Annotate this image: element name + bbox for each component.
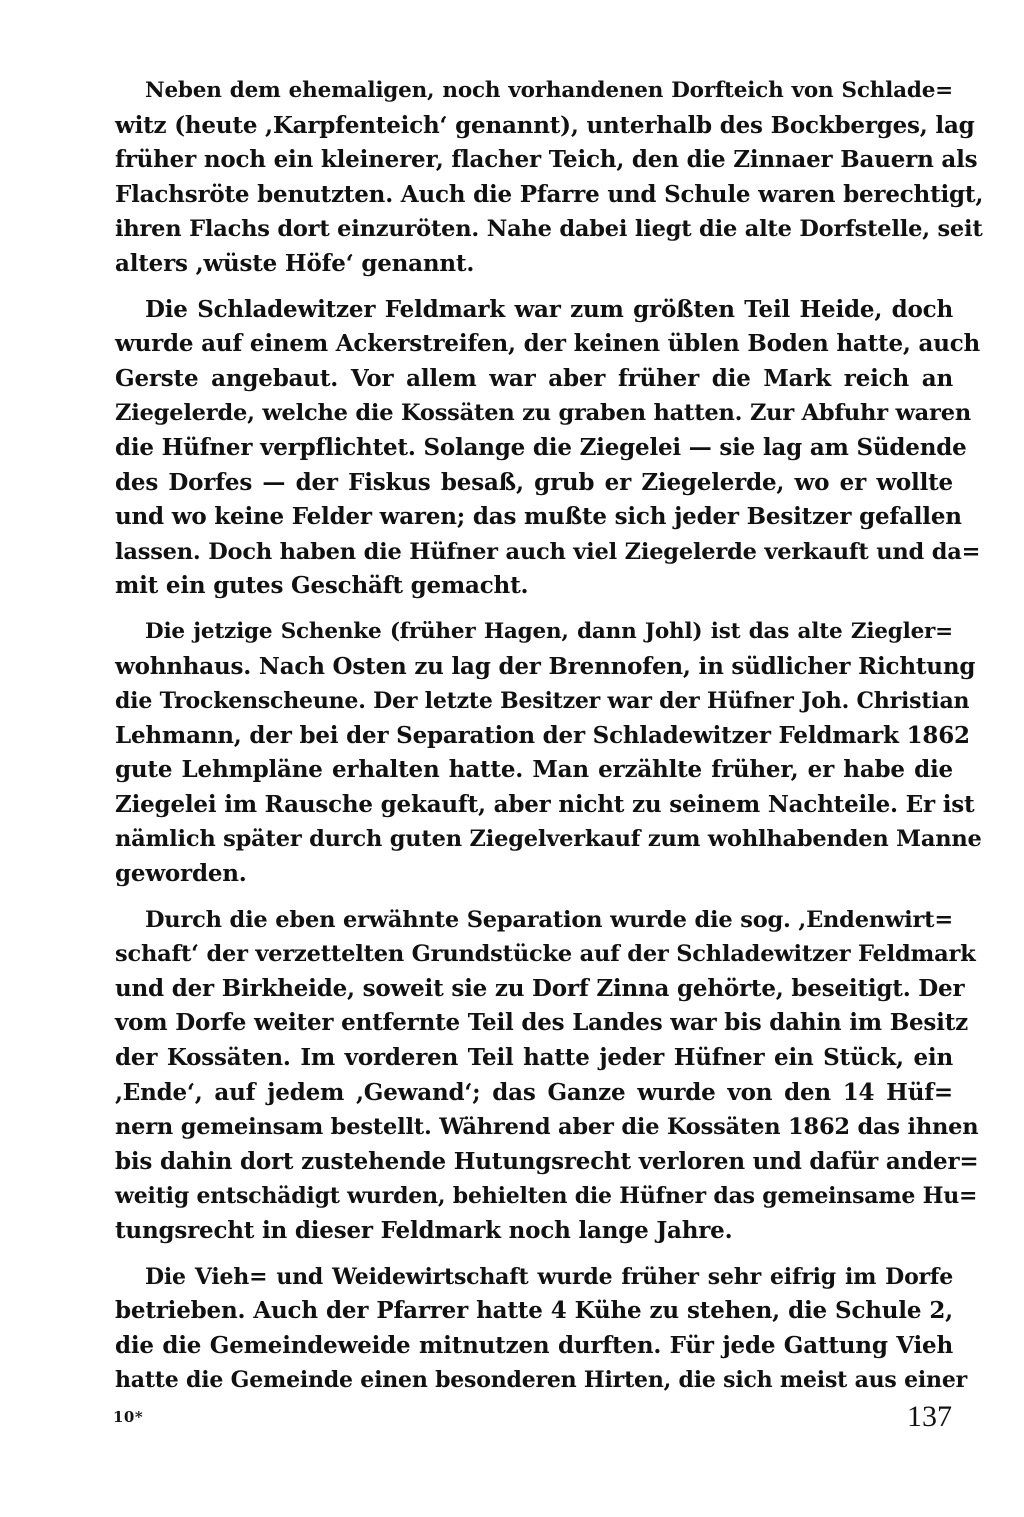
text-line: die Hüfner verpflichtet. Solange die Ziegelei — sie lag am Südende (115, 433, 967, 461)
text-line: die die Gemeindeweide mitnutzen durften. Für jede Gattung Vieh (115, 1331, 953, 1359)
paragraph (115, 615, 982, 892)
text-line: nern gemeinsam bestellt. Während aber die Kossäten 1862 das ihnen (115, 1114, 979, 1141)
text-line: betrieben. Auch der Pfarrer hatte 4 Kühe zu stehen, die Schule 2, (115, 1297, 953, 1325)
text-line: Lehmann, der bei der Separation der Schladewitzer Feldmark 1862 (115, 721, 970, 749)
text-line: Ziegelei im Rausche gekauft, aber nicht zu seinem Nachteile. Er ist (115, 790, 975, 818)
text-line: Die Schladewitzer Feldmark war zum größten Teil Heide, doch (145, 295, 953, 323)
text-line: hatte die Gemeinde einen besonderen Hirten, die sich meist aus einer (115, 1367, 968, 1394)
text-line: alters ,wüste Höfe‘ genannt. (115, 249, 475, 277)
text-line: bis dahin dort zustehende Hutungsrecht verloren und dafür ander= (115, 1147, 979, 1175)
text-line: ,Ende‘, auf jedem ,Gewand‘; das Ganze wurde von den 14 Hüf= (115, 1078, 953, 1106)
text-line: Durch die eben erwähnte Separation wurde die sog. ,Endenwirt= (145, 906, 953, 933)
text-line: witz (heute ,Karpfenteich‘ genannt), unterhalb des Bockberges, lag (115, 111, 975, 139)
text-line: gute Lehmpläne erhalten hatte. Man erzählte früher, er habe die (115, 756, 953, 784)
text-line: früher noch ein kleinerer, flacher Teich, den die Zinnaer Bauern als (115, 146, 978, 174)
body-text (115, 74, 984, 1398)
text-line: tungsrecht in dieser Feldmark noch lange Jahre. (115, 1217, 733, 1244)
paragraph (115, 1260, 968, 1398)
text-line: des Dorfes — der Fiskus besaß, grub er Ziegelerde, wo er wollte (115, 468, 953, 496)
text-line: Die jetzige Schenke (früher Hagen, dann Johl) ist das alte Ziegler= (145, 618, 953, 644)
text-line: lassen. Doch haben die Hüfner auch viel Ziegelerde verkauft und da= (115, 538, 981, 565)
text-line: mit ein gutes Geschäft gemacht. (115, 572, 529, 600)
page-number: 137 (907, 1400, 952, 1433)
paragraph (115, 74, 984, 282)
text-line: wohnhaus. Nach Osten zu lag der Brennofen, in südlicher Richtung (115, 652, 976, 680)
text-line: Die Vieh= und Weidewirtschaft wurde früher sehr eifrig im Dorfe (145, 1263, 953, 1290)
text-line: ihren Flachs dort einzuröten. Nahe dabei liegt die alte Dorfstelle, seit (115, 216, 983, 243)
text-line: geworden. (115, 860, 247, 888)
paragraph (115, 293, 981, 604)
text-line: schaft‘ der verzettelten Grundstücke auf der Schladewitzer Feldmark (115, 941, 976, 968)
text-line: Ziegelerde, welche die Kossäten zu graben hatten. Zur Abfuhr waren (115, 400, 971, 427)
text-line: die Trockenscheune. Der letzte Besitzer war der Hüfner Joh. Christian (115, 688, 970, 715)
text-line: weitig entschädigt wurden, behielten die Hüfner das gemeinsame Hu= (115, 1183, 978, 1210)
text-line: und der Birkheide, soweit sie zu Dorf Zinna gehörte, beseitigt. Der (115, 974, 965, 1002)
printer-signature-mark: 10* (113, 1408, 144, 1426)
text-line: wurde auf einem Ackerstreifen, der keinen üblen Boden hatte, auch (115, 330, 981, 358)
text-line: Gerste angebaut. Vor allem war aber früher die Mark reich an (115, 364, 953, 392)
text-line: Flachsröte benutzten. Auch die Pfarre und Schule waren berechtigt, (115, 180, 984, 208)
text-line: der Kossäten. Im vorderen Teil hatte jeder Hüfner ein Stück, ein (115, 1044, 953, 1072)
text-line: und wo keine Felder waren; das mußte sich jeder Besitzer gefallen (115, 503, 962, 531)
paragraph (115, 903, 979, 1249)
text-line: Neben dem ehemaligen, noch vorhandenen Dorfteich von Schlade= (145, 78, 953, 103)
text-line: vom Dorfe weiter entfernte Teil des Landes war bis dahin im Besitz (115, 1009, 968, 1037)
text-line: nämlich später durch guten Ziegelverkauf zum wohlhabenden Manne (115, 826, 982, 853)
